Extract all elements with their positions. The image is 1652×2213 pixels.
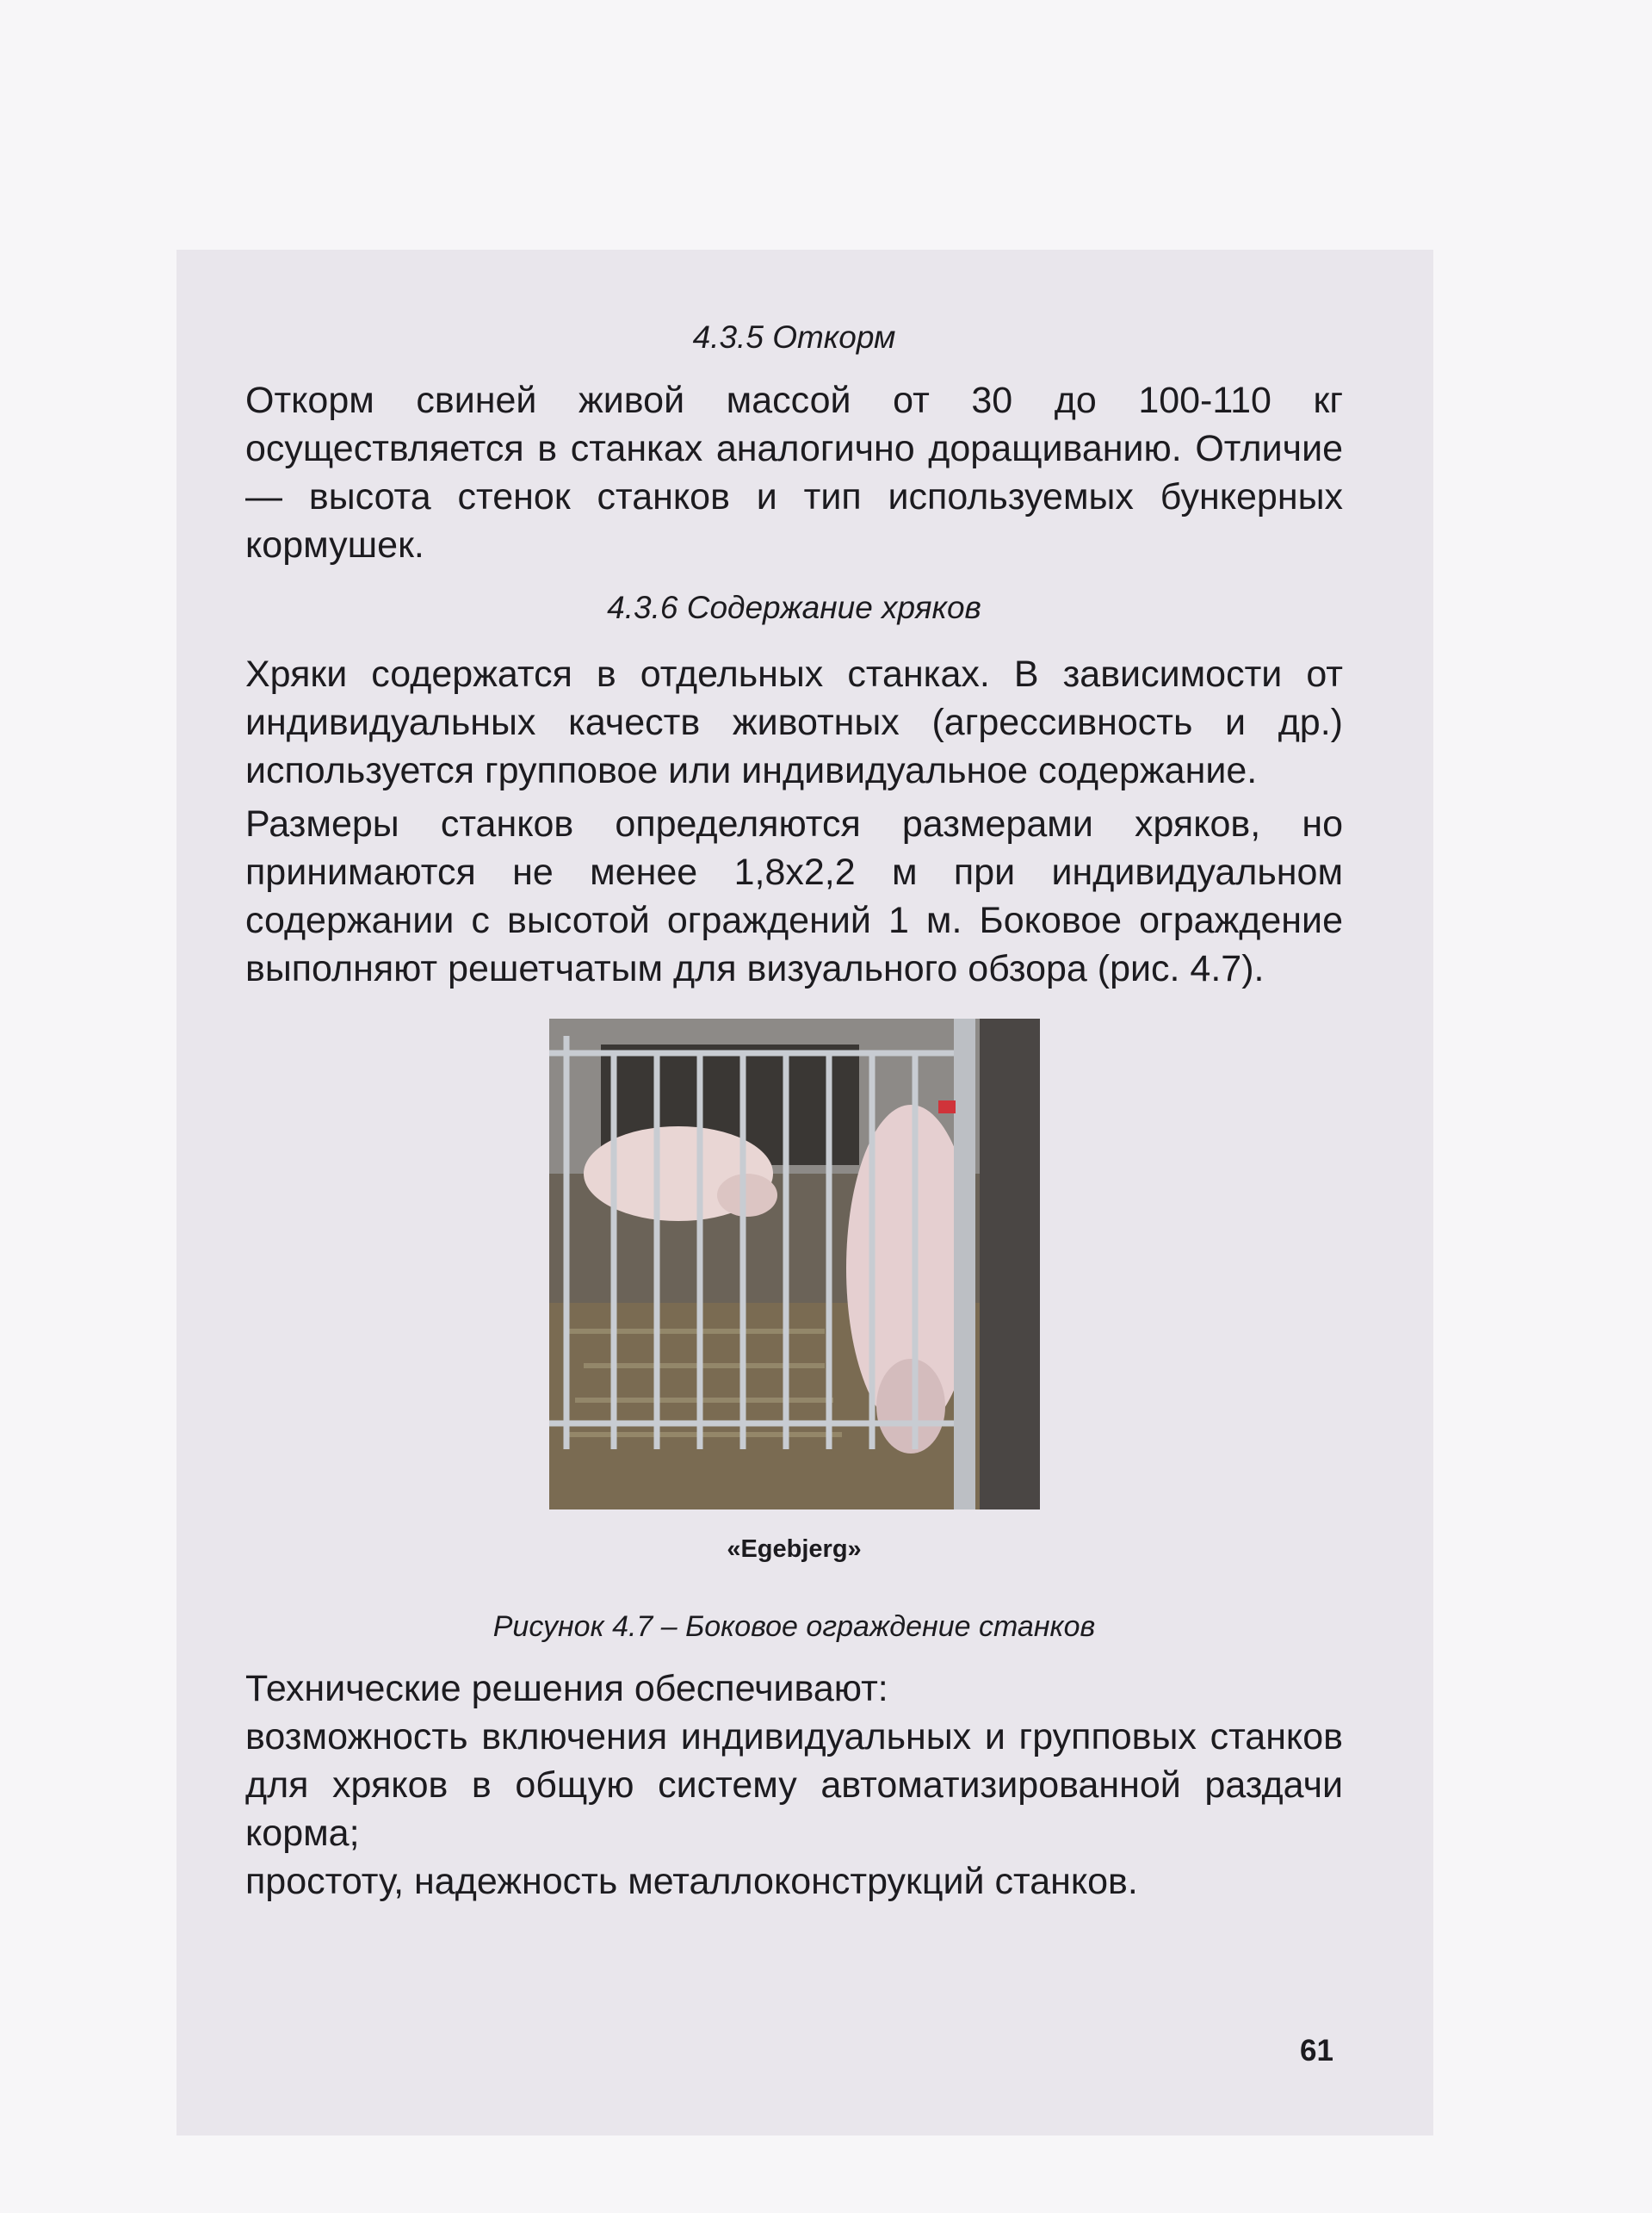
page-number: 61 [1300, 2034, 1333, 2067]
solutions-item-1: возможность включения индивидуальных и групповых станков для хряков в общую систему автоматизированной раздачи корма; [245, 1716, 1343, 1854]
paragraph-fattening: Откорм свиней живой массой от 30 до 100-110 кг осуществляется в станках аналогично доращиванию. Отличие — высота стенок станков и тип используемых бункерных кормушек. [245, 380, 1343, 566]
photo-caption: «Egebjerg» [727, 1535, 862, 1563]
paragraph-pen-sizes: Размеры станков определяются размерами хряков, но принимаются не менее 1,8х2,2 м при индивидуальном содержании с высотой ограждений 1 м. Боковое ограждение выполняют решетчатым для визуального обзора (рис. 4.7). [245, 803, 1343, 989]
paragraph-boars-housing: Хряки содержатся в отдельных станках. В зависимости от индивидуальных качеств животных (агрессивность и др.) используется групповое или индивидуальное содержание. [245, 654, 1343, 791]
section-heading-boars: 4.3.6 Содержание хряков [607, 590, 981, 625]
solutions-item-2: простоту, надежность металлоконструкций станков. [245, 1861, 1138, 1902]
page-content [245, 314, 1343, 1906]
figure-4-7 [245, 1019, 1343, 1646]
solutions-intro: Технические решения обеспечивают: [245, 1668, 888, 1709]
section-heading-fattening: 4.3.5 Откорм [692, 319, 896, 355]
pen-photo [549, 1019, 1040, 1509]
figure-title: Рисунок 4.7 – Боковое ограждение станков [492, 1610, 1096, 1643]
